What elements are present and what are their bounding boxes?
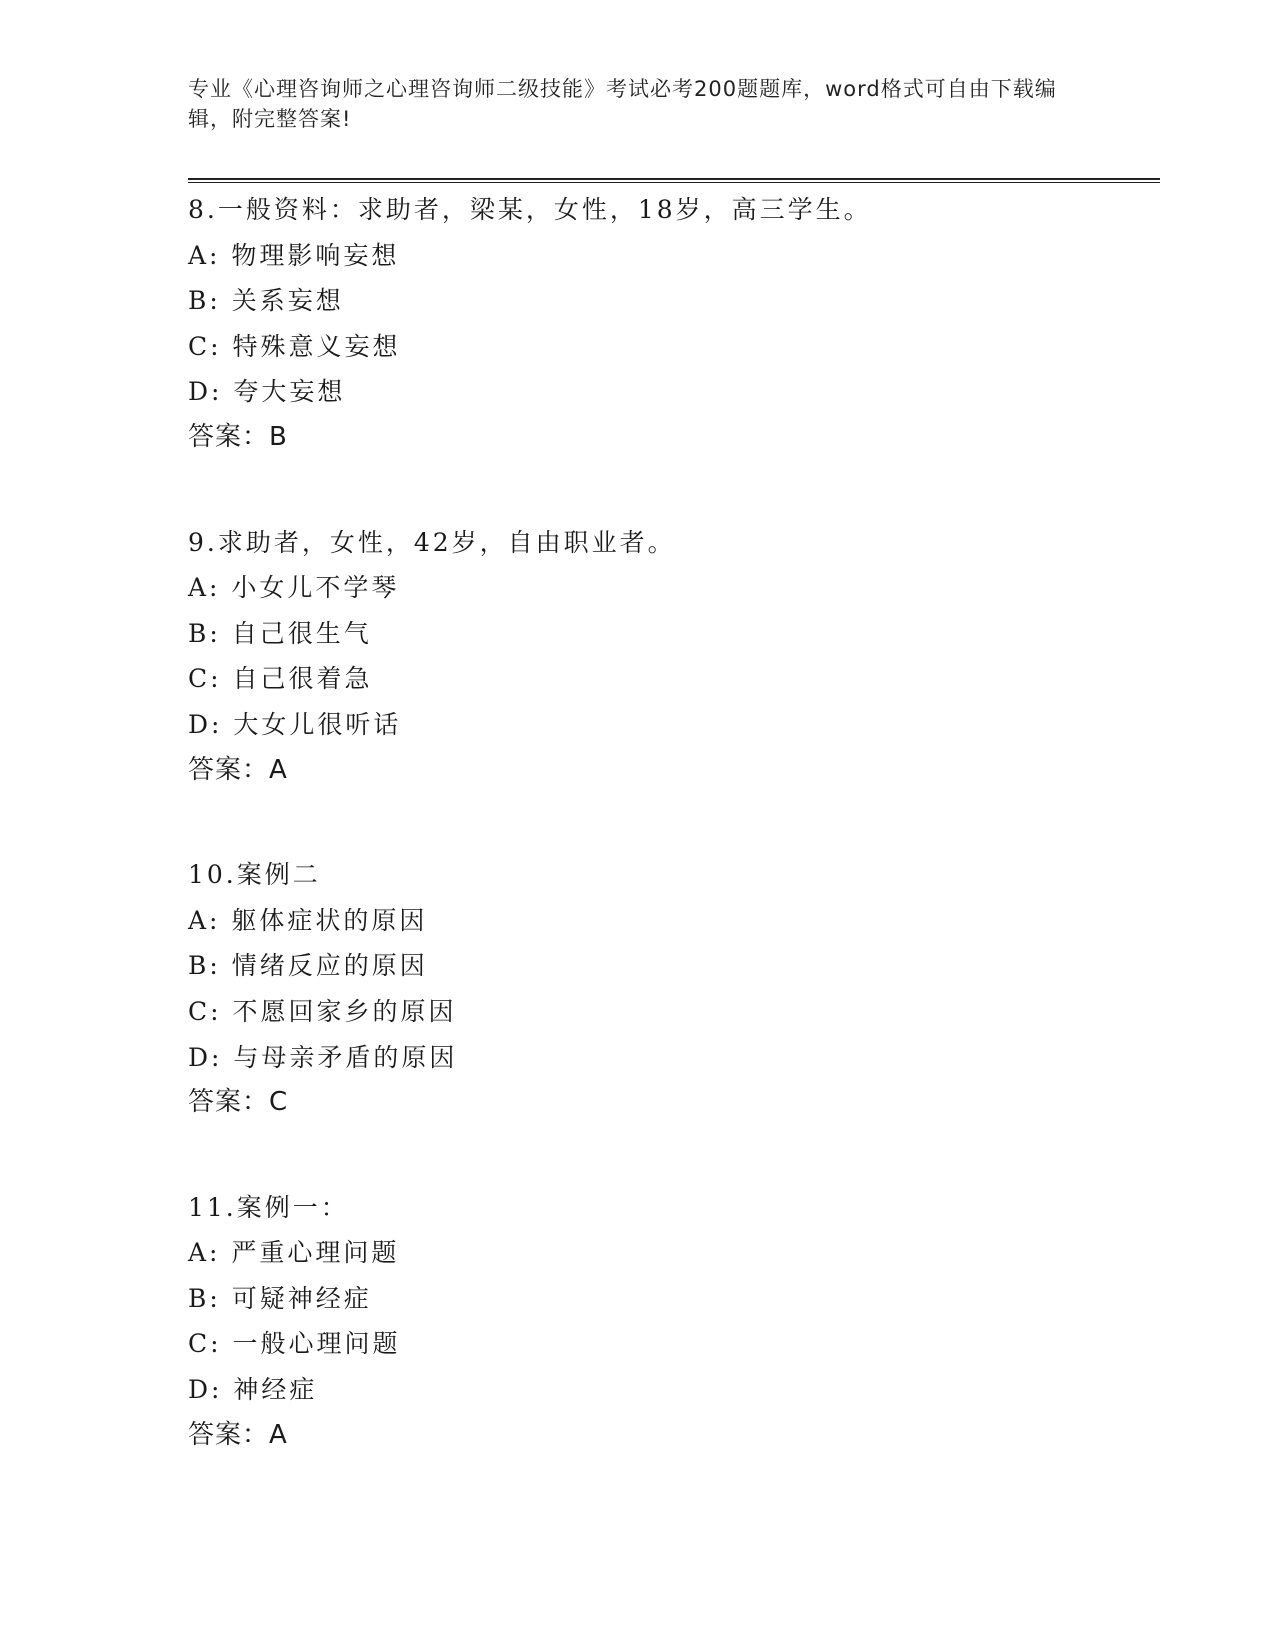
header-divider	[188, 178, 1160, 183]
option-c: C: 自己很着急	[188, 664, 373, 694]
question-item	[188, 852, 1148, 1126]
document-intro: 专业《心理咨询师之心理咨询师二级技能》考试必考200题题库，word格式可自由下载编辑，附完整答案!	[188, 77, 1057, 131]
option-a: A: 躯体症状的原因	[188, 905, 428, 935]
question-item	[188, 187, 1148, 461]
question-item	[188, 520, 1148, 794]
option-b: B: 关系妄想	[188, 286, 344, 316]
option-c: C: 不愿回家乡的原因	[188, 996, 457, 1026]
answer-line: 答案：B	[188, 421, 288, 452]
option-b: B: 自己很生气	[188, 618, 372, 648]
question-list	[188, 187, 1148, 1517]
option-c: C: 特殊意义妄想	[188, 331, 401, 361]
option-c: C: 一般心理问题	[188, 1329, 401, 1359]
option-a: A: 小女儿不学琴	[188, 573, 400, 603]
question-stem: 8.一般资料：求助者，梁某，女性，18岁，高三学生。	[188, 195, 872, 224]
option-d: D: 与母亲矛盾的原因	[188, 1042, 458, 1072]
answer-line: 答案：C	[188, 1087, 289, 1118]
option-a: A: 物理影响妄想	[188, 240, 400, 270]
option-d: D: 夸大妄想	[188, 377, 346, 407]
option-b: B: 情绪反应的原因	[188, 951, 428, 981]
option-d: D: 神经症	[188, 1375, 318, 1405]
question-stem: 10.案例二	[188, 860, 321, 890]
option-b: B: 可疑神经症	[188, 1283, 372, 1313]
question-stem: 9.求助者，女性，42岁，自由职业者。	[188, 527, 676, 557]
option-a: A: 严重心理问题	[188, 1238, 400, 1268]
answer-line: 答案：A	[188, 1419, 288, 1450]
answer-line: 答案：A	[188, 754, 288, 785]
option-d: D: 大女儿很听话	[188, 709, 402, 739]
question-item	[188, 1185, 1148, 1459]
question-stem: 11.案例一：	[188, 1192, 349, 1222]
